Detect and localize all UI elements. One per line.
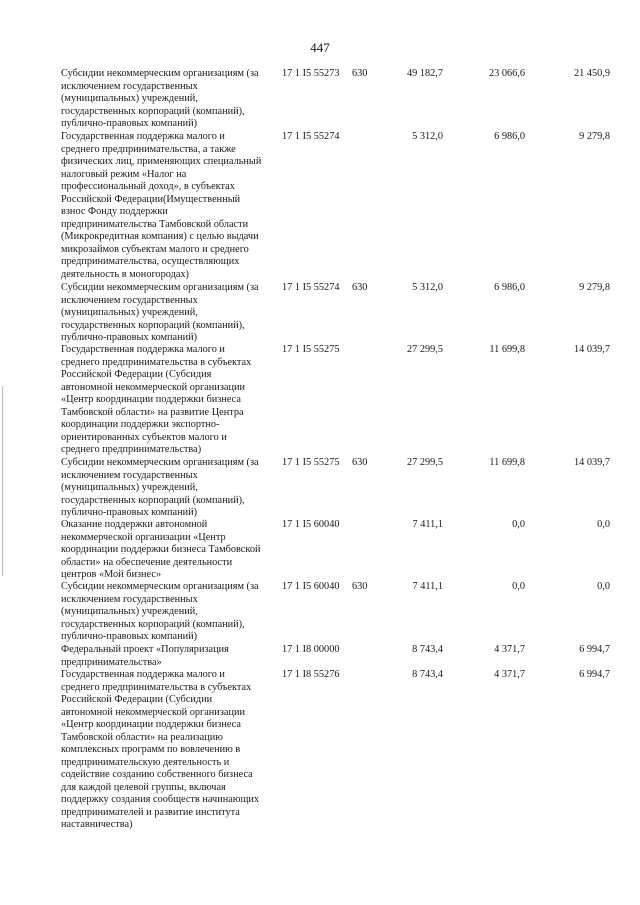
row-name: Оказание поддержки автономной некоммерческой организации «Центр координации поддержки бизнеса Тамбовской области» на обеспечение деятельности центров «Мой бизнес» <box>61 519 261 580</box>
row-year1: 27 299,5 <box>406 344 443 355</box>
row-year1: 7 411,1 <box>412 581 443 592</box>
row-vr: 630 <box>352 282 368 293</box>
scan-mark <box>2 386 3 576</box>
row-year1: 5 312,0 <box>412 282 443 293</box>
row-name: Государственная поддержка малого и среднего предпринимательства в субъектах Российской Федерации (Субсидия автономной некоммерческой организации «Центр координации поддержки бизнеса Тамбовской области» на развитие Центра координации поддержки экспортно- ориентированных субъектов малого и среднего предпринимательства) <box>61 344 252 455</box>
row-code: 17 1 I5 55274 <box>282 282 340 293</box>
row-code: 17 1 I5 60040 <box>282 581 340 592</box>
row-vr: 630 <box>352 581 368 592</box>
row-year3: 9 279,8 <box>579 131 610 142</box>
row-year1: 49 182,7 <box>406 68 443 79</box>
row-code: 17 1 I5 55275 <box>282 344 340 355</box>
row-name: Субсидии некоммерческим организациям (за исключением государственных (муниципальных) учреждений, государственных корпораций (компаний), публично-правовых компаний) <box>61 581 259 642</box>
row-year2: 6 986,0 <box>494 131 525 142</box>
row-code: 17 1 I8 00000 <box>282 644 340 655</box>
row-name: Субсидии некоммерческим организациям (за исключением государственных (муниципальных) учреждений, государственных корпораций (компаний), публично-правовых компаний) <box>61 282 259 343</box>
row-year2: 4 371,7 <box>494 644 525 655</box>
row-year2: 6 986,0 <box>494 282 525 293</box>
row-code: 17 1 I5 60040 <box>282 519 340 530</box>
row-name: Субсидии некоммерческим организациям (за исключением государственных (муниципальных) учреждений, государственных корпораций (компаний), публично-правовых компаний) <box>61 68 259 129</box>
row-year1: 8 743,4 <box>412 644 443 655</box>
row-year1: 7 411,1 <box>412 519 443 530</box>
row-year3: 14 039,7 <box>573 457 610 468</box>
row-vr: 630 <box>352 68 368 79</box>
row-year3: 0,0 <box>597 581 610 592</box>
row-year3: 0,0 <box>597 519 610 530</box>
row-year3: 6 994,7 <box>579 644 610 655</box>
row-year2: 11 699,8 <box>489 344 525 355</box>
row-year3: 6 994,7 <box>579 669 610 680</box>
page-number: 447 <box>310 40 330 55</box>
row-year2: 0,0 <box>512 581 525 592</box>
row-name: Субсидии некоммерческим организациям (за исключением государственных (муниципальных) учреждений, государственных корпораций (компаний), публично-правовых компаний) <box>61 457 259 518</box>
row-year1: 8 743,4 <box>412 669 443 680</box>
row-year2: 0,0 <box>512 519 525 530</box>
row-code: 17 1 I5 55273 <box>282 68 340 79</box>
row-name: Государственная поддержка малого и среднего предпринимательства, а также физических лиц, применяющих специальный налоговый режим «Налог на профессиональный доход», в субъектах Российской Федерации(Имущественный взнос Фонду поддержки предпринимательства Тамбовской области (Микрокредитная компания) с целью выдачи микрозаймов субъектам малого и среднего предпринимательства, осуществляющих деятельность в моногородах) <box>61 131 262 280</box>
row-code: 17 1 I5 55274 <box>282 131 340 142</box>
row-name: Государственная поддержка малого и среднего предпринимательства в субъектах Российской Федерации (Субсидии автономной некоммерческой организации «Центр координации поддержки бизнеса Тамбовской области» на реализацию комплексных программ по вовлечению в предпринимательскую деятельность и содействие созданию собственного бизнеса для каждой целевой группы, включая поддержку создания сообществ начинающих предпринимателей и развитие института наставничества) <box>61 669 260 830</box>
row-year1: 5 312,0 <box>412 131 443 142</box>
row-year1: 27 299,5 <box>406 457 443 468</box>
row-year3: 14 039,7 <box>573 344 610 355</box>
row-year2: 11 699,8 <box>489 457 525 468</box>
row-code: 17 1 I8 55276 <box>282 669 340 680</box>
row-code: 17 1 I5 55275 <box>282 457 340 468</box>
row-year3: 9 279,8 <box>579 282 610 293</box>
row-year2: 4 371,7 <box>494 669 525 680</box>
row-name: Федеральный проект «Популяризация предпринимательства» <box>61 644 229 668</box>
row-year2: 23 066,6 <box>488 68 525 79</box>
row-year3: 21 450,9 <box>573 68 610 79</box>
row-vr: 630 <box>352 457 368 468</box>
